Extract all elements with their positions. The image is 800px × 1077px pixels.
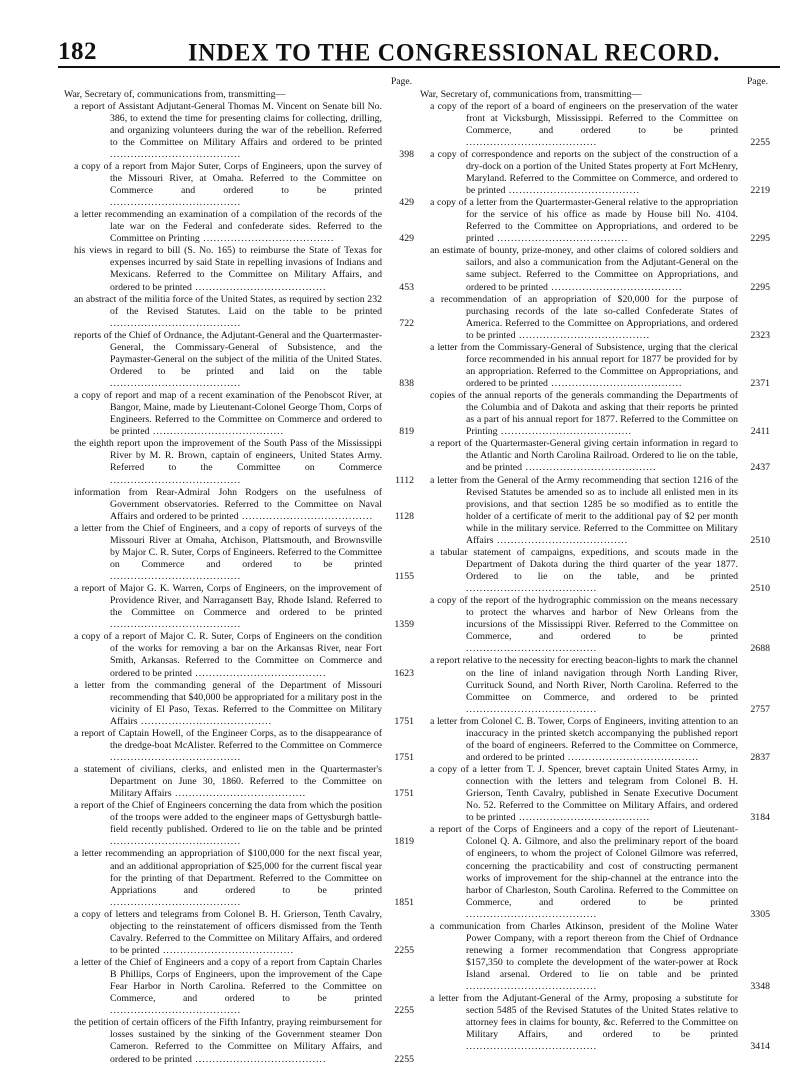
entry-text: a copy of correspondence and reports on the subject of the construction of a dry-dock on a portion of the United States property at Fort McHenry, Maryland. Referred to the Committee on Commerce, and ordered to be printed .....	[430, 149, 738, 196]
index-entry	[64, 764, 414, 800]
entry-page-number: 2219	[750, 185, 770, 197]
entry-text: a report of Captain Howell, of the Engineer Corps, as to the disappearance of the dredge-boat McAlister. Referred to the Committee on Commerce .....	[74, 728, 382, 763]
entry-page-number: 2255	[394, 944, 414, 956]
page-label: Page.	[390, 76, 412, 87]
page-number: 182	[58, 38, 97, 65]
index-entry	[64, 438, 414, 486]
entry-page-number: 1112	[395, 474, 414, 486]
index-entry	[64, 101, 414, 161]
index-entry	[420, 101, 770, 149]
entry-text: a report of the Chief of Engineers concerning the data from which the position of the troops were added to the engineer maps of Gettysburgh battle-field recently published. Ordered to lie on the table and be printed .....	[74, 800, 382, 847]
entry-page-number: 819	[399, 426, 414, 438]
index-entry	[420, 342, 770, 390]
index-entry	[64, 294, 414, 330]
entry-page-number: 429	[399, 197, 414, 209]
index-entry	[420, 595, 770, 655]
entry-page-number: 453	[399, 281, 414, 293]
index-entry	[420, 764, 770, 824]
index-entry	[64, 848, 414, 908]
entry-text: the petition of certain officers of the Fifth Infantry, praying reimbursement for losses sustained by the sinking of the Government steamer Don Cameron. Referred to the Committee on Military Affairs, and ordered to be printed .....	[74, 1017, 382, 1064]
header-rule	[58, 66, 780, 68]
entry-page-number: 722	[399, 317, 414, 329]
index-entry	[420, 655, 770, 715]
entry-list	[64, 101, 414, 1066]
index-entry	[420, 475, 770, 547]
entry-page-number: 2437	[750, 462, 770, 474]
entry-text: a report of the Quartermaster-General giving certain information in regard to the Atlantic and North Carolina Railroad. Ordered to lie on the table, and be printed .....	[430, 438, 738, 473]
index-entry	[420, 438, 770, 474]
entry-text: a letter from the General of the Army recommending that section 1216 of the Revised Statutes be amended so as to include all enlisted men in its provisions, and that section 1285 be so modified as to entitle the holder of a certificate of merit to the additional pay of $2 per month while in the military service. Referred to the Committee on Military Affairs .....	[430, 475, 738, 546]
entry-page-number: 2371	[750, 378, 770, 390]
index-entry	[64, 800, 414, 848]
entry-page-number: 2295	[750, 233, 770, 245]
entry-page-number: 1623	[394, 667, 414, 679]
entry-text: information from Rear-Admiral John Rodgers on the usefulness of Government observatories. Referred to the Committee on Naval Affairs and ordered to be printed .....	[74, 487, 382, 522]
index-entry	[64, 487, 414, 523]
index-entry	[64, 680, 414, 728]
entry-page-number: 2255	[394, 1053, 414, 1065]
entry-page-number: 1851	[394, 896, 414, 908]
index-entry	[64, 583, 414, 631]
entry-text: a letter from the Commissary-General of Subsistence, urging that the clerical force recommended in his annual report for 1877 be provided for by an appropriation. Referred to the Committee on Appropriations, and ordered to be printed .....	[430, 342, 738, 389]
entry-text: copies of the annual reports of the generals commanding the Departments of the Columbia and of Dakota and asking that their reports be printed as a part of his annual report for 1877. Referred to the Committee on Printing .....	[430, 390, 738, 437]
entry-text: a letter from the Adjutant-General of the Army, proposing a substitute for section 5485 of the Revised Statutes of the United States relative to attorney fees in claims for bounty, &c. Referred to the Committee on Military Affairs, and ordered to be printed .....	[430, 993, 738, 1052]
section-title: War, Secretary of, communications from, transmitting—	[64, 88, 286, 100]
entry-text: a report of Major G. K. Warren, Corps of Engineers, on the improvement of Providence River, and Narragansett Bay, Rhode Island. Referred to the Committee on Commerce and ordered to be printed .....	[74, 583, 382, 630]
index-entry	[420, 294, 770, 342]
entry-page-number: 2510	[750, 583, 770, 595]
entry-text: a letter recommending an appropriation of $100,000 for the next fiscal year, and an additional appropriation of $25,000 for the current fiscal year for the printing of that Department. Referred to the Committee on Appriations and ordered to be printed .....	[74, 848, 382, 907]
entry-text: an estimate of bounty, prize-money, and other claims of colored soldiers and sailors, and also a communication from the Adjutant-General on the same subject. Referred to the Committee on Appropriations, and ordered to be printed .....	[430, 245, 738, 292]
index-entry	[64, 209, 414, 245]
index-entry	[420, 197, 770, 245]
index-entry	[420, 716, 770, 764]
index-entry	[64, 909, 414, 957]
index-entry	[420, 921, 770, 993]
index-entry	[420, 547, 770, 595]
entry-page-number: 1155	[394, 571, 414, 583]
index-entry	[64, 631, 414, 679]
left-column	[64, 76, 414, 1066]
index-entry	[64, 390, 414, 438]
entry-text: a copy of the report of a board of engineers on the preservation of the water front at Vicksburgh, Mississippi. Referred to the Committee on Commerce, and ordered to be printed .....	[430, 101, 738, 148]
entry-page-number: 2295	[750, 281, 770, 293]
entry-text: a tabular statement of campaigns, expeditions, and scouts made in the Department of Dakota during the third quarter of the year 1877. Ordered to lie on the table, and be printed .....	[430, 547, 738, 594]
entry-text: a copy of a letter from the Quartermaster-General relative to the appropriation for the service of his office as made by House bill No. 4104. Referred to the Committee on Appropriations, and ordered to be printed .....	[430, 197, 738, 244]
entry-page-number: 1751	[394, 715, 414, 727]
entry-page-number: 2510	[750, 534, 770, 546]
entry-page-number: 1751	[394, 751, 414, 763]
entry-text: a letter of the Chief of Engineers and a copy of a report from Captain Charles B Phillips, Corps of Engineers, upon the improvement of the Cape Fear Harbor in North Carolina. Referred to the Committee on Commerce, and ordered to be printed .....	[74, 957, 382, 1016]
entry-text: a copy of the report of the hydrographic commission on the means necessary to protect the wharves and harbor of New Orleans from the incursions of the Mississippi River. Referred to the Committee on Commerce, and ordered to be printed .....	[430, 595, 738, 654]
entry-page-number: 3348	[750, 981, 770, 993]
index-entry	[64, 523, 414, 583]
entry-page-number: 2411	[750, 426, 770, 438]
entry-text: a copy of a letter from T. J. Spencer, brevet captain United States Army, in connection with the letters and telegram from Colonel B. H. Grierson, Tenth Cavalry, published in Senate Executive Document No. 52. Referred to the Committee on Military Affairs, and ordered to be printed .....	[430, 764, 738, 823]
entry-page-number: 1359	[394, 619, 414, 631]
entry-page-number: 398	[399, 148, 414, 160]
entry-list	[420, 101, 770, 1054]
entry-text: a copy of a report of Major C. R. Suter, Corps of Engineers on the condition of the works for removing a bar on the Arkansas River, near Fort Smith, Arkansas. Referred to the Committee on Commerce and ordered to be printed .....	[74, 631, 382, 678]
index-entry	[64, 728, 414, 764]
entry-text: a copy of a report from Major Suter, Corps of Engineers, upon the survey of the Missouri River, at Omaha. Referred to the Committee on Commerce and ordered to be printed .....	[74, 161, 382, 208]
entry-text: a report of the Corps of Engineers and a copy of the report of Lieutenant-Colonel Q. A. Gilmore, and also the preliminary report of the board of engineers, to whom the project of Colonel Gilmore was referred, concerning the practicability and cost of constructing permanent works of improvement for the ship-channel at the entrance into the harbor of Charleston, South Carolina. Referred to the Committee on Commerce, and ordered to be printed .....	[430, 824, 738, 919]
entry-text: a recommendation of an appropriation of $20,000 for the purpose of purchasing records of the late so-called Confederate States of America. Referred to the Committee on Appropriations, and ordered to be printed .....	[430, 294, 738, 341]
entry-page-number: 429	[399, 233, 414, 245]
entry-text: an abstract of the militia force of the United States, as required by section 232 of the Revised Statutes. Laid on the table to be printed .....	[74, 294, 382, 329]
index-entry	[420, 824, 770, 921]
index-entry	[420, 390, 770, 438]
index-entry	[64, 330, 414, 390]
entry-text: his views in regard to bill (S. No. 165) to reimburse the State of Texas for expenses incurred by said State in repelling invasions of Indians and Mexicans. Referred to the Committee on Military Affairs, and ordered to be printed .....	[74, 245, 382, 292]
entry-text: a letter from the Chief of Engineers, and a copy of reports of surveys of the Missouri River at Omaha, Atchison, Plattsmouth, and Brownsville by Major C. R. Suter, Corps of Engineers. Referred to the Committee on Commerce and ordered to be printed .....	[74, 523, 382, 582]
index-entry	[64, 957, 414, 1017]
entry-text: a copy of letters and telegrams from Colonel B. H. Grierson, Tenth Cavalry, objecting to the reinstatement of officers dismissed from the Tenth Cavalry. Referred to the Committee on Military Affairs, and ordered to be printed .....	[74, 909, 382, 956]
entry-page-number: 3305	[750, 908, 770, 920]
index-entry	[420, 149, 770, 197]
entry-text: a letter recommending an examination of a compilation of the records of the late war on the Federal and confederate sides. Referred to the Committee on Printing .....	[74, 209, 382, 244]
entry-text: a letter from Colonel C. B. Tower, Corps of Engineers, inviting attention to an inaccuracy in the printed sketch accompanying the published report of the board of engineers. Referred to the Committee on Commerce, and ordered to be printed .....	[430, 716, 738, 763]
page-title: INDEX TO THE CONGRESSIONAL RECORD.	[188, 39, 720, 67]
entry-page-number: 2688	[750, 643, 770, 655]
entry-page-number: 2837	[750, 751, 770, 763]
section-title: War, Secretary of, communications from, transmitting—	[420, 88, 642, 100]
entry-text: a statement of civilians, clerks, and enlisted men in the Quartermaster's Department on June 30, 1860. Referred to the Committee on Military Affairs .....	[74, 764, 382, 799]
index-entry	[420, 993, 770, 1053]
page-label: Page.	[746, 76, 768, 87]
entry-text: a report of Assistant Adjutant-General Thomas M. Vincent on Senate bill No. 386, to extend the time for presenting claims for collecting, drilling, and organizing volunteers during the war of the rebellion. Referred to the Committee on Military Affairs and ordered to be printed .....	[74, 101, 382, 160]
entry-page-number: 3414	[750, 1041, 770, 1053]
entry-page-number: 2323	[750, 329, 770, 341]
entry-page-number: 838	[399, 378, 414, 390]
index-entry	[64, 161, 414, 209]
entry-page-number: 2757	[750, 703, 770, 715]
entry-text: a letter from the commanding general of the Department of Missouri recommending that $40,000 be appropriated for a military post in the vicinity of El Paso, Texas. Referred to the Committee on Military Affairs .....	[74, 680, 382, 727]
entry-text: reports of the Chief of Ordnance, the Adjutant-General and the Quartermaster-General, the Commissary-General of Subsistence, and the Paymaster-General on the subject of the militia of the United States. Ordered to be printed and laid on the table .....	[74, 330, 382, 389]
entry-page-number: 1128	[394, 510, 414, 522]
entry-text: a communication from Charles Atkinson, president of the Moline Water Power Company, with a report thereon from the Chief of Ordnance renewing a former recommendation that Congress appropriate $157,350 to complete the development of the water-power at Rock Island arsenal. Ordered to lie on table and be printed .....	[430, 921, 738, 992]
entry-page-number: 1819	[394, 836, 414, 848]
right-column	[420, 76, 770, 1054]
entry-page-number: 2255	[750, 136, 770, 148]
entry-page-number: 1751	[394, 788, 414, 800]
index-entry	[64, 1017, 414, 1065]
index-entry	[420, 245, 770, 293]
index-entry	[64, 245, 414, 293]
entry-text: a report relative to the necessity for erecting beacon-lights to mark the channel on the line of inland navigation through North Landing River, Currituck Sound, and North River, North Carolina. Referred to the Committee on Commerce, and ordered to be printed .....	[430, 655, 738, 714]
entry-page-number: 3184	[750, 812, 770, 824]
entry-text: the eighth report upon the improvement of the South Pass of the Mississippi River by M. R. Brown, captain of engineers, United States Army. Referred to the Committee on Commerce .....	[74, 438, 382, 485]
entry-page-number: 2255	[394, 1005, 414, 1017]
entry-text: a copy of report and map of a recent examination of the Penobscot River, at Bangor, Maine, made by Lieutenant-Colonel George Thom, Corps of Engineers. Referred to the Committee on Commerce and ordered to be printed .....	[74, 390, 382, 437]
